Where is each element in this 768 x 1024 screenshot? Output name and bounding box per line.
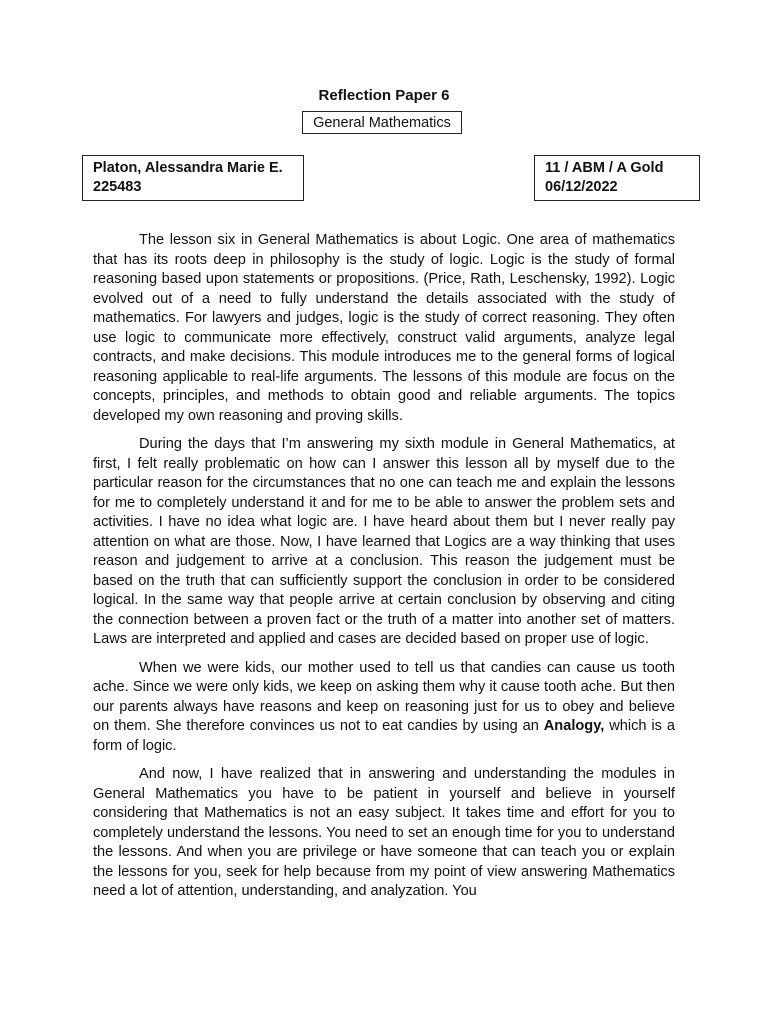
essay-body: [93, 231, 675, 911]
paragraph-1: The lesson six in General Mathematics is about Logic. One area of mathematics that has its roots deep in philosophy is the study of logic. Logic is the study of formal reasoning based upon statements or propositions. (Price, Rath, Leschensky, 1992). Logic evolved out of a need to fully understand the details associated with the study of mathematics. For lawyers and judges, logic is the study of correct reasoning. They often use logic to communicate more effectively, construct valid arguments, analyze legal contracts, and make decisions. This module introduces me to the general forms of logical reasoning applicable to real-life arguments. The lessons of this module are focus on the concepts, principles, and methods to obtain good and reliable arguments. The topics developed my own reasoning and proving skills.: [93, 232, 675, 424]
page-title: Reflection Paper 6: [318, 87, 450, 104]
paragraph-3-text-after: which is a form of logic.: [93, 718, 675, 754]
submission-date: 06/12/2022: [545, 179, 618, 195]
paragraph-3: [93, 659, 675, 757]
subject-label: General Mathematics: [302, 111, 462, 134]
paragraph-2: During the days that I’m answering my sixth module in General Mathematics, at first, I felt really problematic on how can I answer this lesson all by myself due to the particular reason for the circumstances that no one can teach me and explain the lessons for me to completely understand it and for me to be able to answer the problem sets and activities. I have no idea what logic are. I have heard about them but I never really pay attention on what are those. Now, I have learned that Logics are a way thinking that uses reason and judgement to arrive at a conclusion. This reason the judgement must be based on the truth that can sufficiently support the conclusion in order to be considered logical. In the same way that people arrive at certain conclusion by observing and citing the connection between a proven fact or the truth of a matter into another set of matters. Laws are interpreted and applied and cases are decided based on proper use of logic.: [93, 436, 675, 647]
student-info-box: [82, 155, 304, 201]
student-id: 225483: [93, 179, 142, 195]
class-info-box: [534, 155, 700, 201]
paragraph-3-text-before: When we were kids, our mother used to tell us that candies can cause us tooth ache. Since we were only kids, we keep on asking them why it cause tooth ache. But then our parents always have reasons and keep on reasoning just for us to obey and believe on them. She therefore convinces us not to eat candies by using an: [93, 659, 675, 734]
paragraph-4: And now, I have realized that in answering and understanding the modules in General Mathematics you have to be patient in yourself and believe in yourself considering that Mathematics is not an easy subject. It takes time and effort for you to completely understand the lessons. You need to set an enough time for you to understand the lessons. And when you are privilege or have someone that can teach you or explain the lessons for you, seek for help because from my point of view answering Mathematics need a lot of attention, understanding, and analyzation. You: [93, 766, 675, 899]
class-section: 11 / ABM / A Gold: [545, 160, 664, 176]
student-name: Platon, Alessandra Marie E.: [93, 160, 283, 176]
analogy-term: Analogy,: [543, 718, 605, 734]
